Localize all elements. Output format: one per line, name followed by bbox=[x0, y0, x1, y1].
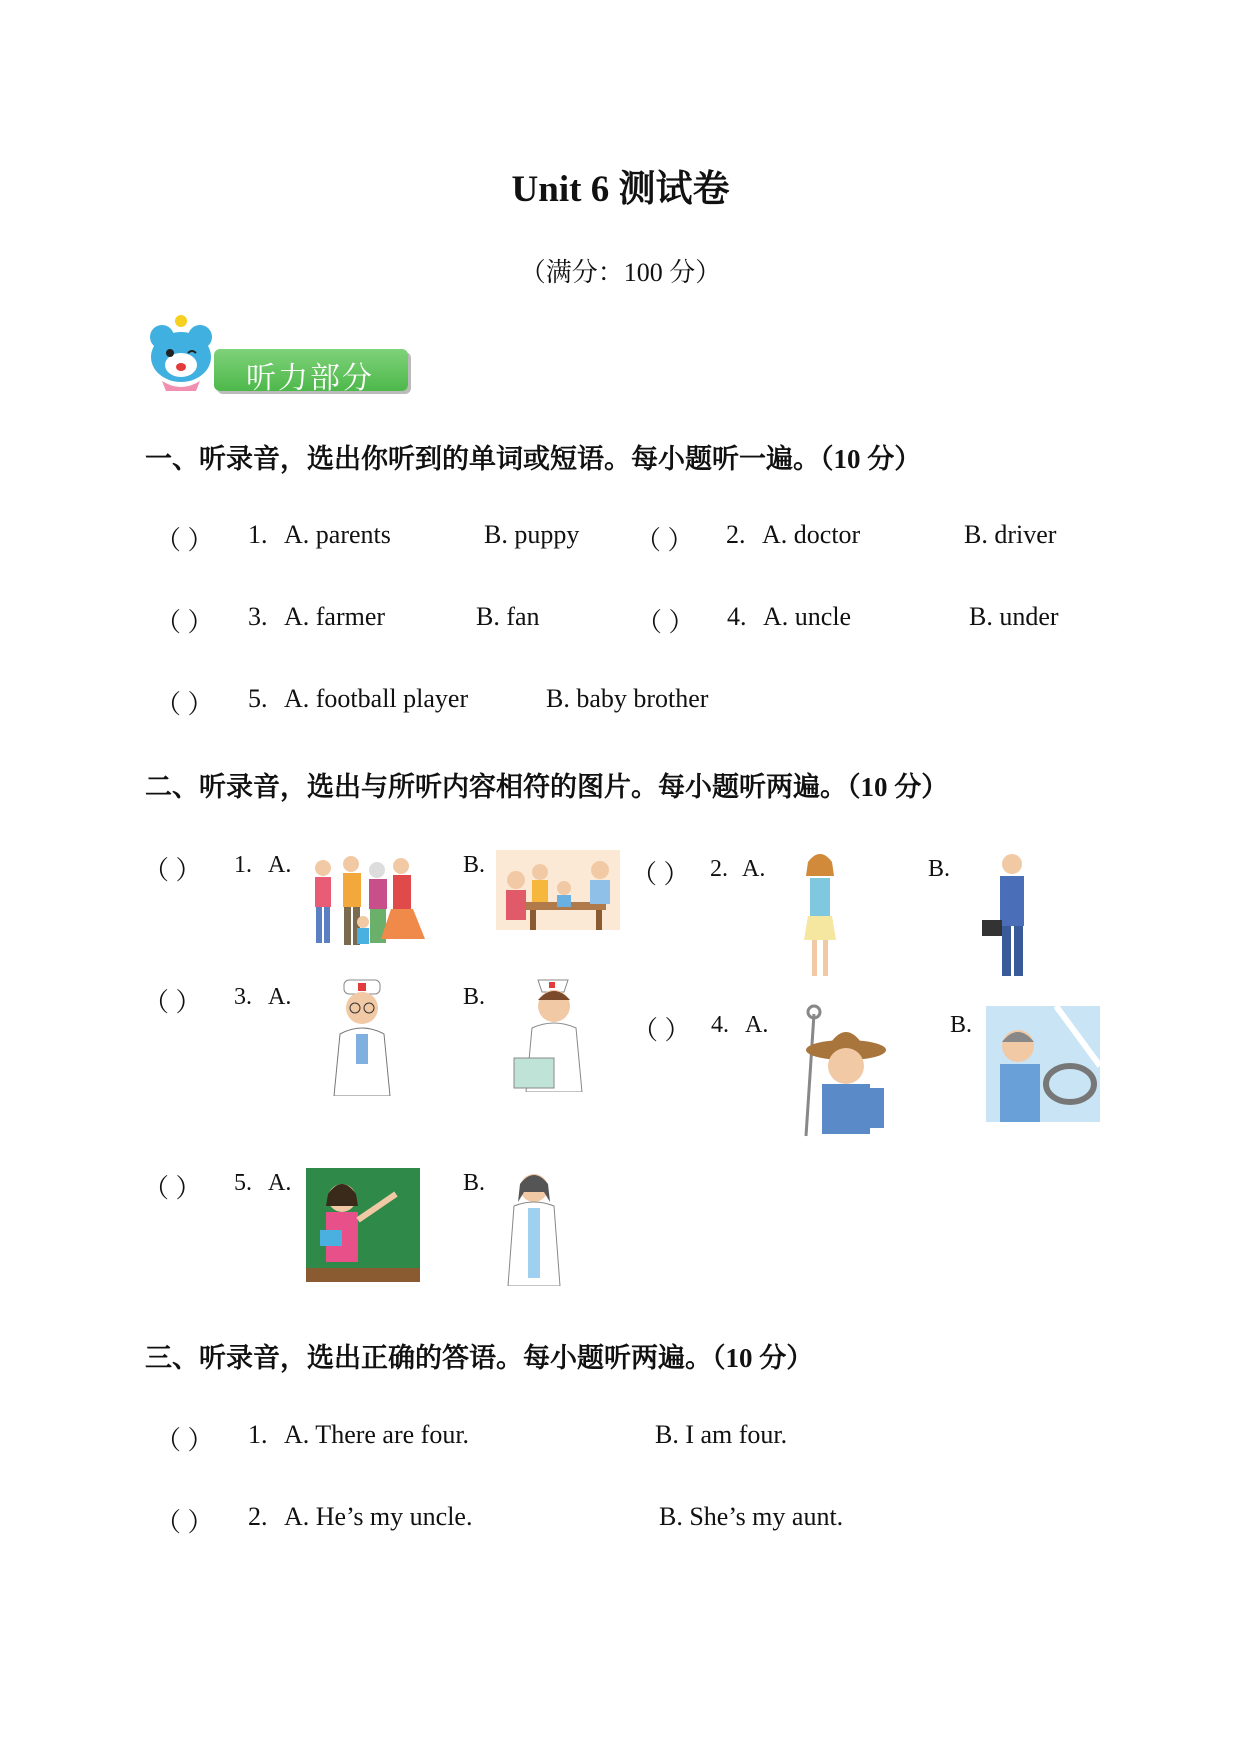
option-a: A. doctor bbox=[762, 520, 861, 549]
answer-blank[interactable]: （ ） bbox=[631, 860, 690, 889]
option-a-label: A. bbox=[745, 1012, 769, 1038]
option-b: B. fan bbox=[476, 602, 540, 631]
answer-blank[interactable]: （ ） bbox=[636, 608, 695, 637]
answer-blank[interactable]: （ ） bbox=[143, 1174, 202, 1203]
answer-blank[interactable]: （ ） bbox=[155, 1508, 214, 1537]
option-a: A. There are four. bbox=[284, 1420, 470, 1449]
answer-blank[interactable]: （ ） bbox=[155, 608, 214, 637]
question-number: 5. bbox=[248, 684, 268, 713]
option-a-label: A. bbox=[742, 856, 766, 882]
option-a-label: A. bbox=[268, 852, 292, 878]
teacher-picture bbox=[306, 1168, 420, 1282]
question-number: 1. bbox=[248, 520, 268, 549]
option-a: A. uncle bbox=[763, 602, 852, 631]
doctor-picture bbox=[322, 978, 402, 1096]
option-b: B. She’s my aunt. bbox=[659, 1502, 844, 1531]
option-a-label: A. bbox=[268, 984, 292, 1010]
option-b: B. under bbox=[969, 602, 1059, 631]
woman-picture bbox=[798, 850, 842, 982]
answer-blank[interactable]: （ ） bbox=[632, 1016, 691, 1045]
answer-blank[interactable]: （ ） bbox=[635, 526, 694, 555]
question-number: 2. bbox=[248, 1502, 268, 1531]
female-doctor-picture bbox=[500, 1168, 568, 1286]
option-b-label: B. bbox=[928, 856, 951, 882]
option-b-label: B. bbox=[463, 1170, 486, 1196]
option-b: B. puppy bbox=[484, 520, 580, 549]
answer-blank[interactable]: （ ） bbox=[155, 526, 214, 555]
option-b: B. baby brother bbox=[546, 684, 709, 713]
question-number: 4. bbox=[727, 602, 747, 631]
option-a-label: A. bbox=[268, 1170, 292, 1196]
section3-heading: 三、听录音，选出正确的答语。每小题听两遍。（10 分） bbox=[145, 1343, 814, 1373]
score-subtitle: （满分：100 分） bbox=[519, 258, 722, 287]
question-number: 4. bbox=[711, 1012, 729, 1038]
bear-mascot-icon bbox=[142, 315, 222, 395]
option-a: A. He’s my uncle. bbox=[284, 1502, 473, 1531]
page-title: Unit 6 测试卷 bbox=[511, 169, 730, 210]
section1-heading: 一、听录音，选出你听到的单词或短语。每小题听一遍。（10 分） bbox=[145, 444, 922, 474]
answer-blank[interactable]: （ ） bbox=[155, 1426, 214, 1455]
option-a: A. parents bbox=[284, 520, 391, 549]
question-number: 1. bbox=[234, 852, 252, 878]
answer-blank[interactable]: （ ） bbox=[143, 988, 202, 1017]
option-b: B. driver bbox=[964, 520, 1057, 549]
answer-blank[interactable]: （ ） bbox=[155, 690, 214, 719]
family-picture bbox=[303, 850, 435, 950]
question-number: 3. bbox=[248, 602, 268, 631]
farmer-picture bbox=[786, 1004, 890, 1140]
banner-label: 听力部分 bbox=[246, 361, 374, 396]
option-b-label: B. bbox=[463, 852, 486, 878]
option-a: A. football player bbox=[284, 684, 469, 713]
businessman-picture bbox=[978, 850, 1038, 980]
family-dinner-picture bbox=[496, 850, 620, 930]
question-number: 1. bbox=[248, 1420, 268, 1449]
option-b: B. I am four. bbox=[655, 1420, 788, 1449]
question-number: 2. bbox=[726, 520, 746, 549]
option-b-label: B. bbox=[950, 1012, 973, 1038]
driver-picture bbox=[986, 1006, 1100, 1122]
option-a: A. farmer bbox=[284, 602, 386, 631]
answer-blank[interactable]: （ ） bbox=[143, 856, 202, 885]
section2-heading: 二、听录音，选出与所听内容相符的图片。每小题听两遍。（10 分） bbox=[145, 772, 949, 802]
question-number: 5. bbox=[234, 1170, 252, 1196]
option-b-label: B. bbox=[463, 984, 486, 1010]
question-number: 3. bbox=[234, 984, 252, 1010]
question-number: 2. bbox=[710, 856, 728, 882]
nurse-picture bbox=[508, 974, 600, 1092]
